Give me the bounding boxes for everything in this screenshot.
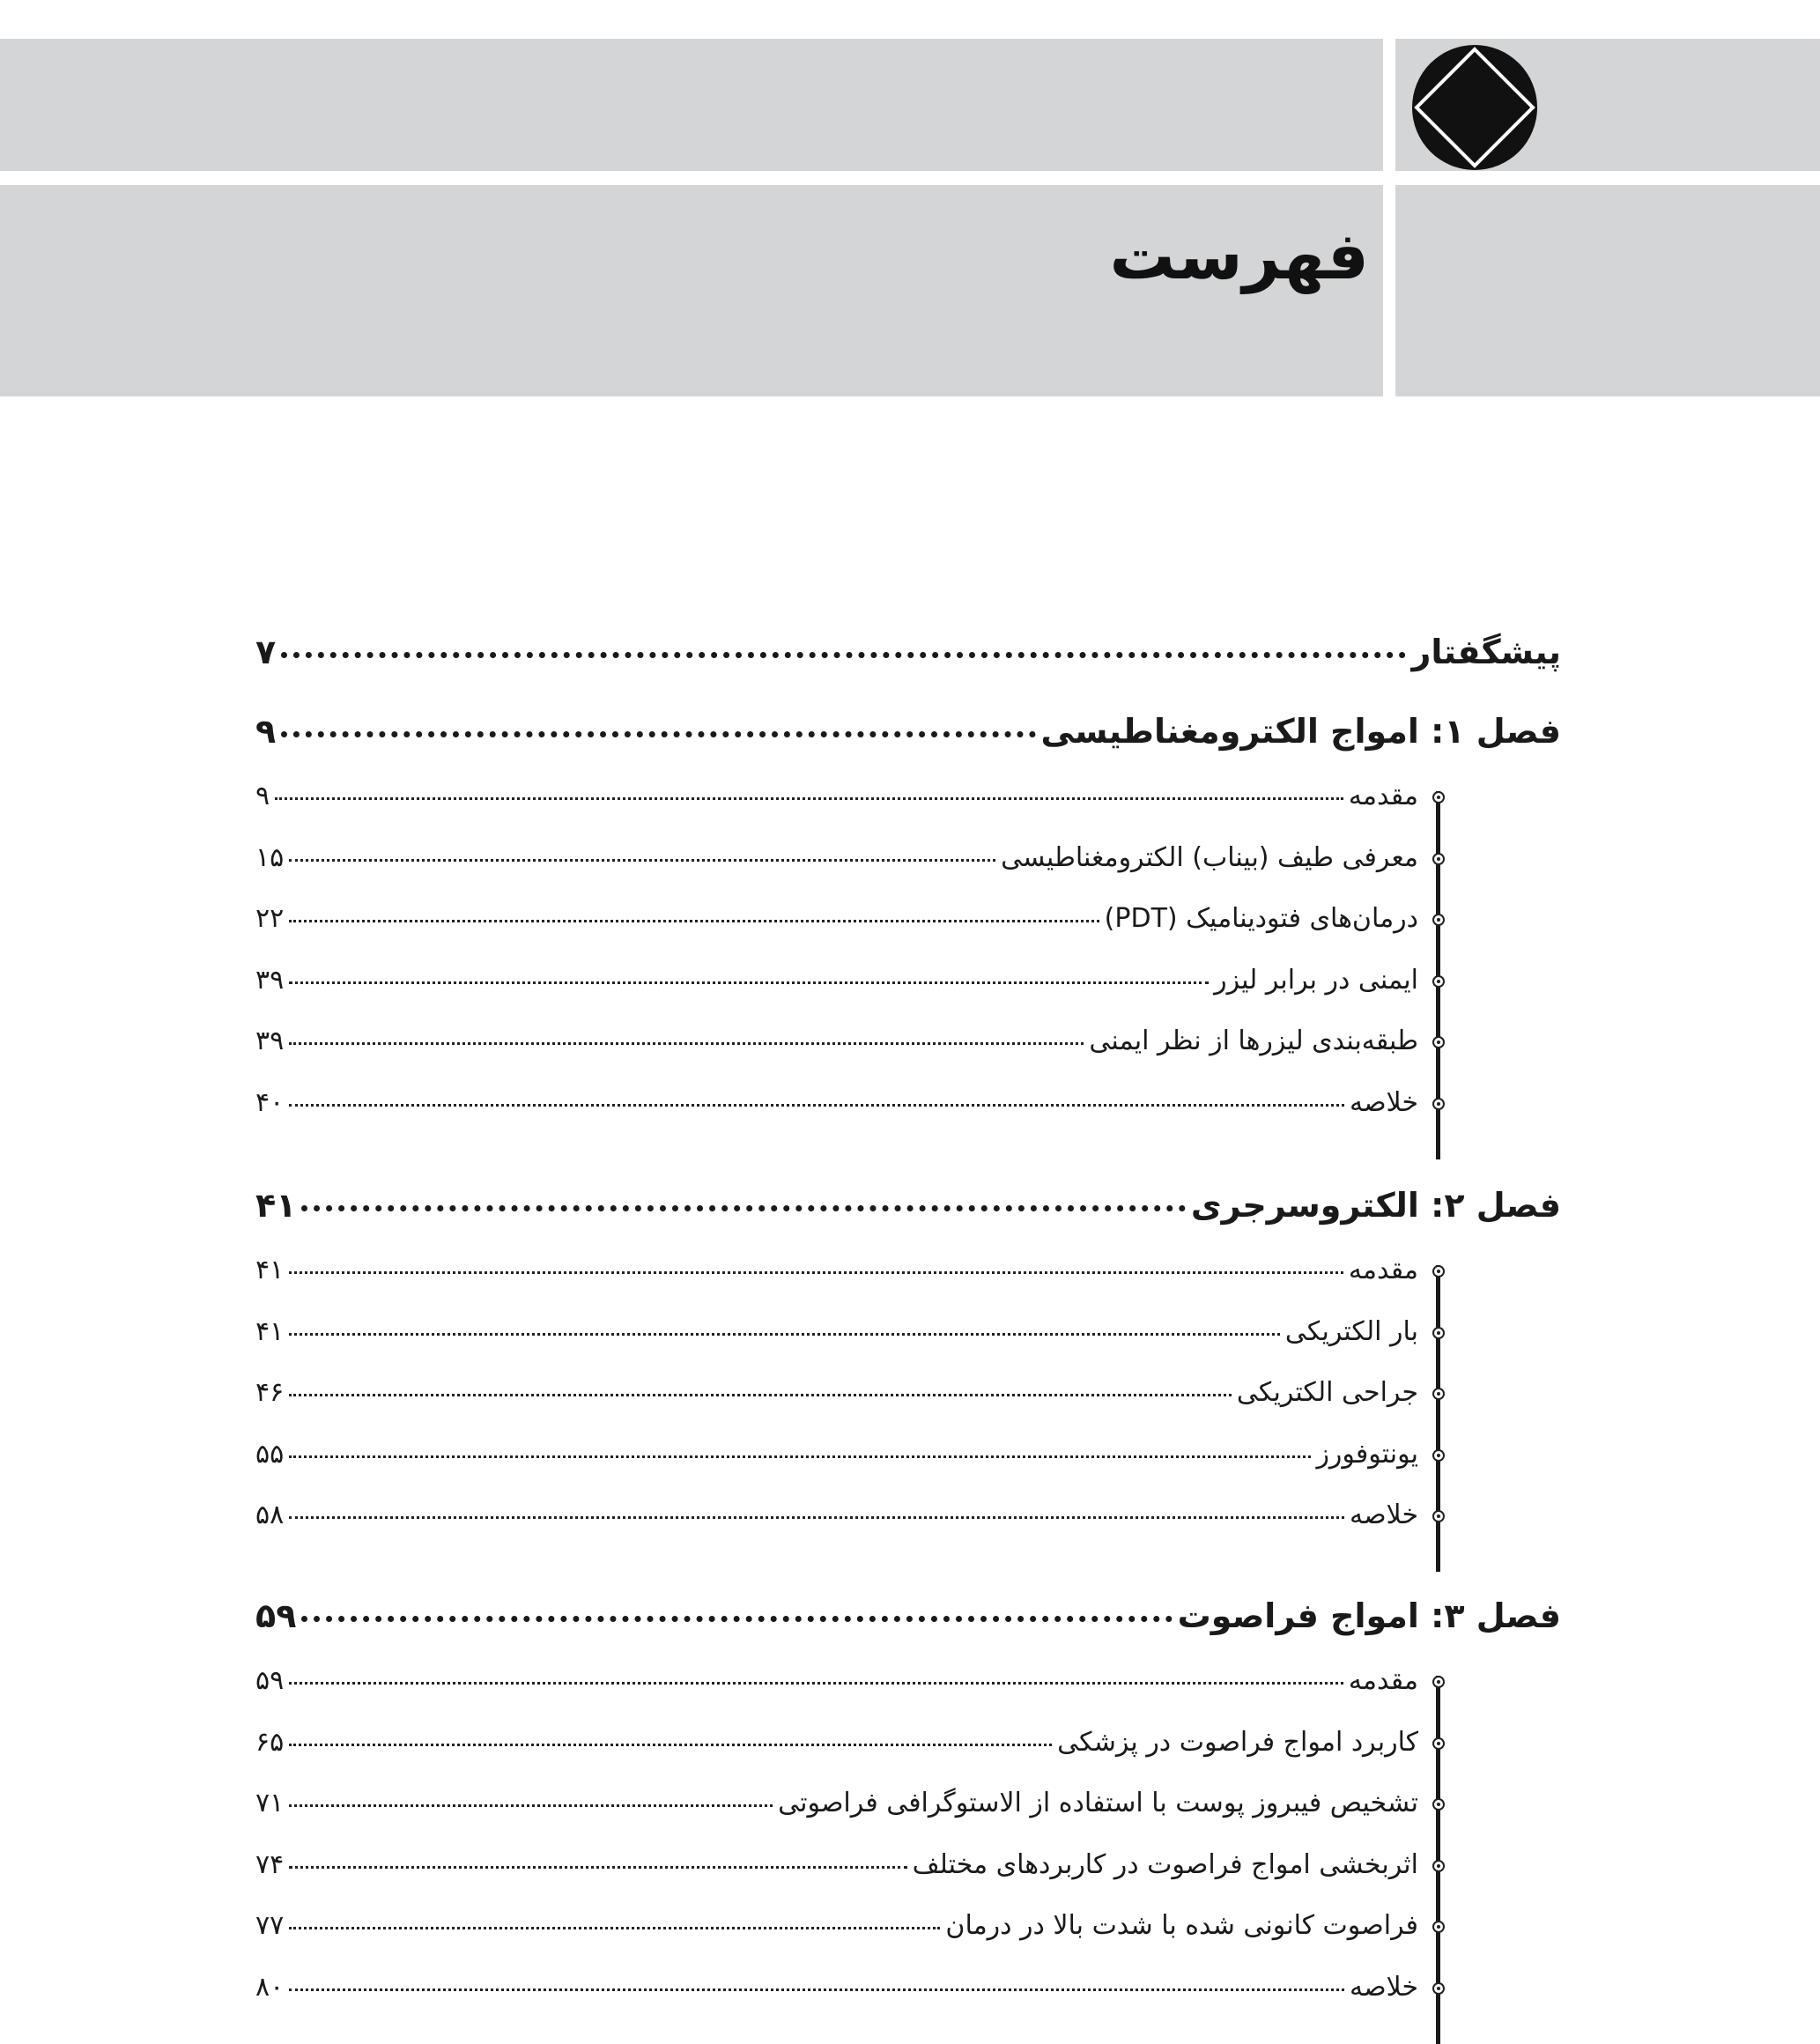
header-divider-line (1395, 171, 1561, 185)
toc-section-page: ۵۵ (255, 1438, 285, 1470)
toc-chapter-title: فصل ۱: امواج الکترومغناطیسی (1040, 712, 1561, 751)
toc-section-page: ۷۴ (255, 1848, 285, 1880)
toc-bullet-icon (1432, 1737, 1445, 1750)
toc-section-title: مقدمه (1348, 1665, 1418, 1696)
toc-section-row[interactable] (255, 1910, 1425, 1941)
toc-leader-dots (289, 1516, 1344, 1519)
toc-section-row[interactable] (255, 1788, 1425, 1818)
toc-section-page: ۴۱ (255, 1255, 285, 1285)
toc-chapter-row[interactable] (255, 712, 1561, 751)
toc-leader-dots (289, 981, 1209, 984)
toc-bullet-icon (1432, 975, 1445, 988)
toc-leader-dots (289, 1866, 906, 1869)
toc-chapter-row[interactable] (255, 1186, 1561, 1225)
toc-section-title: یونتوفورز (1316, 1438, 1418, 1470)
header-band-bottom-right (1395, 185, 1820, 396)
toc-section-title: تشخیص فیبروز پوست با استفاده از الاستوگرافی فراصوتی (778, 1788, 1418, 1818)
toc-section-page: ۹ (255, 781, 270, 811)
toc-section-title: اثربخشی امواج فراصوت در کاربردهای مختلف (912, 1848, 1418, 1880)
toc-leader-dots (281, 731, 1035, 737)
toc-section-title: کاربرد امواج فراصوت در پزشکی (1057, 1726, 1418, 1758)
toc-section-row[interactable] (255, 903, 1425, 934)
toc-section-title: معرفی طیف (بیناب) الکترومغناطیسی (1001, 841, 1418, 873)
toc-section-row[interactable] (255, 1849, 1425, 1880)
toc-section-page: ۷۷ (255, 1910, 285, 1941)
toc-chapter-title: پیشگفتار (1411, 633, 1561, 671)
toc-bullet-icon (1432, 1798, 1445, 1811)
toc-chapter-page: ۵۹ (255, 1596, 297, 1635)
toc-chapter-page: ۷ (255, 633, 277, 671)
toc-section-page: ۸۰ (255, 1971, 285, 2003)
toc-bullet-icon (1432, 1265, 1445, 1278)
toc-section-row[interactable] (255, 1665, 1425, 1696)
toc-chapter-page: ۴۱ (255, 1186, 297, 1225)
toc-bullet-icon (1432, 1676, 1445, 1688)
toc-bullet-icon (1432, 1388, 1445, 1400)
toc-section-row[interactable] (255, 1439, 1425, 1470)
toc-leader-dots (289, 1682, 1343, 1685)
toc-section-title: ایمنی در برابر لیزر (1214, 964, 1418, 996)
toc-section-title: خلاصه (1349, 1500, 1418, 1530)
toc-leader-dots (289, 1394, 1232, 1396)
toc-section-row[interactable] (255, 781, 1425, 811)
toc-section-row[interactable] (255, 1026, 1425, 1056)
toc-section-title: بار الکتریکی (1284, 1315, 1418, 1347)
toc-leader-dots (289, 859, 995, 862)
toc-section-page: ۵۸ (255, 1500, 285, 1530)
toc-section-page: ۵۹ (255, 1665, 285, 1696)
toc-leader-dots (289, 1988, 1344, 1991)
toc-section-page: ۶۵ (255, 1726, 285, 1758)
toc-leader-dots (289, 1744, 1052, 1746)
toc-leader-dots (289, 1927, 940, 1929)
toc-bullet-icon (1432, 791, 1445, 804)
toc-bullet-icon (1432, 1921, 1445, 1933)
toc-leader-dots (301, 1205, 1185, 1211)
toc-section-bracket-line (1436, 1265, 1440, 1572)
diamond-emblem-icon (1409, 42, 1540, 173)
toc-section-title: مقدمه (1348, 781, 1418, 811)
toc-leader-dots (289, 1804, 773, 1807)
toc-section-title: درمان‌های فتودینامیک (PDT) (1104, 903, 1418, 934)
toc-leader-dots (289, 1271, 1343, 1274)
toc-leader-dots (301, 1616, 1172, 1622)
toc-section-page: ۳۹ (255, 1026, 285, 1056)
toc-section-title: جراحی الکتریکی (1236, 1377, 1418, 1408)
toc-section-title: خلاصه (1349, 1086, 1418, 1118)
toc-section-row[interactable] (255, 965, 1425, 996)
toc-section-row[interactable] (255, 1972, 1425, 2003)
toc-section-page: ۴۱ (255, 1315, 285, 1347)
toc-leader-dots (281, 652, 1406, 658)
toc-bullet-icon (1432, 914, 1445, 926)
toc-section-title: فراصوت کانونی شده با شدت بالا در درمان (945, 1910, 1418, 1941)
toc-section-row[interactable] (255, 1377, 1425, 1408)
toc-section-page: ۴۰ (255, 1086, 285, 1118)
toc-chapter-title: فصل ۲: الکتروسرجری (1190, 1186, 1561, 1225)
toc-leader-dots (289, 1042, 1084, 1045)
toc-leader-dots (289, 1455, 1311, 1458)
toc-bullet-icon (1432, 1036, 1445, 1048)
toc-leader-dots (275, 797, 1343, 800)
toc-leader-dots (289, 1333, 1280, 1336)
toc-section-page: ۴۶ (255, 1377, 285, 1408)
toc-section-row[interactable] (255, 1727, 1425, 1758)
toc-bullet-icon (1432, 853, 1445, 865)
toc-chapter-row[interactable] (255, 633, 1561, 671)
page-title: فهرست (1109, 218, 1369, 294)
toc-section-title: طبقه‌بندی لیزرها از نظر ایمنی (1089, 1026, 1418, 1056)
toc-chapter-row[interactable] (255, 1596, 1561, 1635)
toc-section-page: ۱۵ (255, 841, 285, 873)
toc-section-title: مقدمه (1348, 1255, 1418, 1285)
toc-bullet-icon (1432, 1510, 1445, 1522)
toc-section-row[interactable] (255, 1087, 1425, 1118)
toc-chapter-title: فصل ۳: امواج فراصوت (1177, 1596, 1561, 1635)
toc-bullet-icon (1432, 1982, 1445, 1995)
toc-section-title: خلاصه (1349, 1971, 1418, 2003)
toc-section-row[interactable] (255, 1316, 1425, 1347)
toc-bullet-icon (1432, 1449, 1445, 1462)
toc-section-page: ۳۹ (255, 964, 285, 996)
toc-section-row[interactable] (255, 842, 1425, 873)
toc-bullet-icon (1432, 1098, 1445, 1110)
toc-leader-dots (289, 1104, 1344, 1107)
toc-bullet-icon (1432, 1327, 1445, 1339)
toc-section-page: ۷۱ (255, 1788, 285, 1818)
toc-bullet-icon (1432, 1860, 1445, 1872)
header-band-top (0, 39, 1383, 171)
toc-section-row[interactable] (255, 1500, 1425, 1530)
toc-section-page: ۲۲ (255, 903, 285, 934)
toc-leader-dots (289, 920, 1099, 922)
toc-chapter-page: ۹ (255, 712, 277, 751)
toc-section-row[interactable] (255, 1255, 1425, 1285)
